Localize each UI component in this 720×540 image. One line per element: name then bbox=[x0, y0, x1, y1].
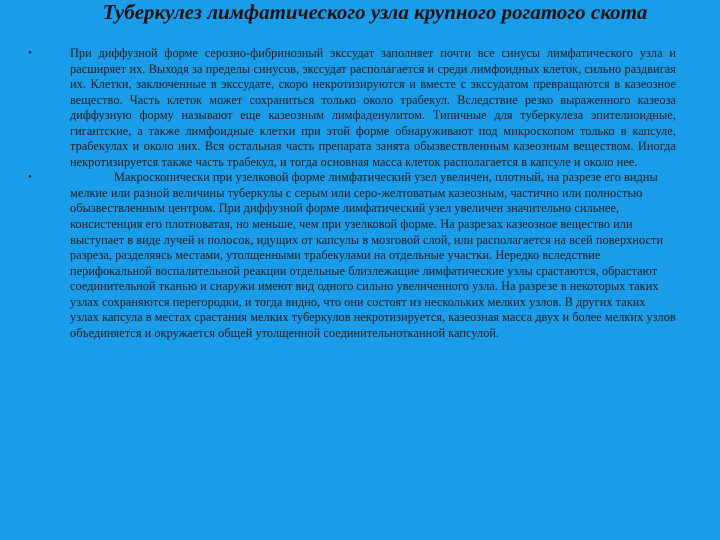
paragraph-diffuse-form: При диффузной форме серозно-фибринозный экссудат заполняет почти все синусы лимфатического узла и расширяет их. Выходя за пределы синусов, экссудат располагается и среди лимфоидных клеток, сильно раздвигая их. Клетки, заключенные в экссудате, скоро некротизируются и вместе с экссудатом превращаются в казеозное вещество. Часть клеток может сохраниться только около трабекул. Вследствие резко выраженного казеоза диффузную форму называют еще казеозным лимфаденулитом. Типичные для туберкулеза эпителиоидные, гигантские, а также лимфоидные клетки при этой форме обнаруживают под микроскопом только в капсуле, трабекулах и около них. Вся остальная часть препарата занята обызвествленным казеозным веществом. Иногда некротизируется также часть трабекул, и тогда основная масса клеток располагается в капсуле и около нее. bbox=[70, 46, 676, 169]
slide-body bbox=[28, 46, 676, 341]
bullet-dot-icon: • bbox=[28, 171, 32, 184]
bullet-item-diffuse-form bbox=[28, 46, 676, 170]
bullet-dot-icon: • bbox=[28, 47, 32, 59]
slide-title: Туберкулез лимфатического узла крупного рогатого скота bbox=[102, 0, 648, 24]
bullet-item-macroscopic bbox=[28, 170, 676, 341]
paragraph-macroscopic: Макроскопически при узелковой форме лимфатический узел увеличен, плотный, на разрезе его видны мелкие или разной величины туберкулы с серым или серо-желтоватым казеозным, частично или полностью обызвествленным центром. При диффузной форме лимфатический узел увеличен значительно сильнее, консистенция его плотноватая, но меньше, чем при узелковой форме. На разрезах казеозное вещество или выступает в виде лучей и полосок, идущих от капсулы в мозговой слой, или располагается на всей поверхности разреза, разделяясь местами, утолщенными трабекулами на отдельные участки. Нередко вследствие перифокальной воспалительной реакции отдельные близлежащие лимфатические узлы срастаются, обрастают соединительной тканью и снаружи имеют вид одного сильно увеличенного узла. На разрезе в некоторых таких узлах сохраняются перегородки, и тогда видно, что они состоят из нескольких мелких узлов. В других таких узлах капсула в местах срастания мелких туберкулов некротизируется, казеозная масса двух и более мелких узлов объединяется и окружается общей утолщенной соединительнотканной капсулой. bbox=[70, 170, 676, 340]
